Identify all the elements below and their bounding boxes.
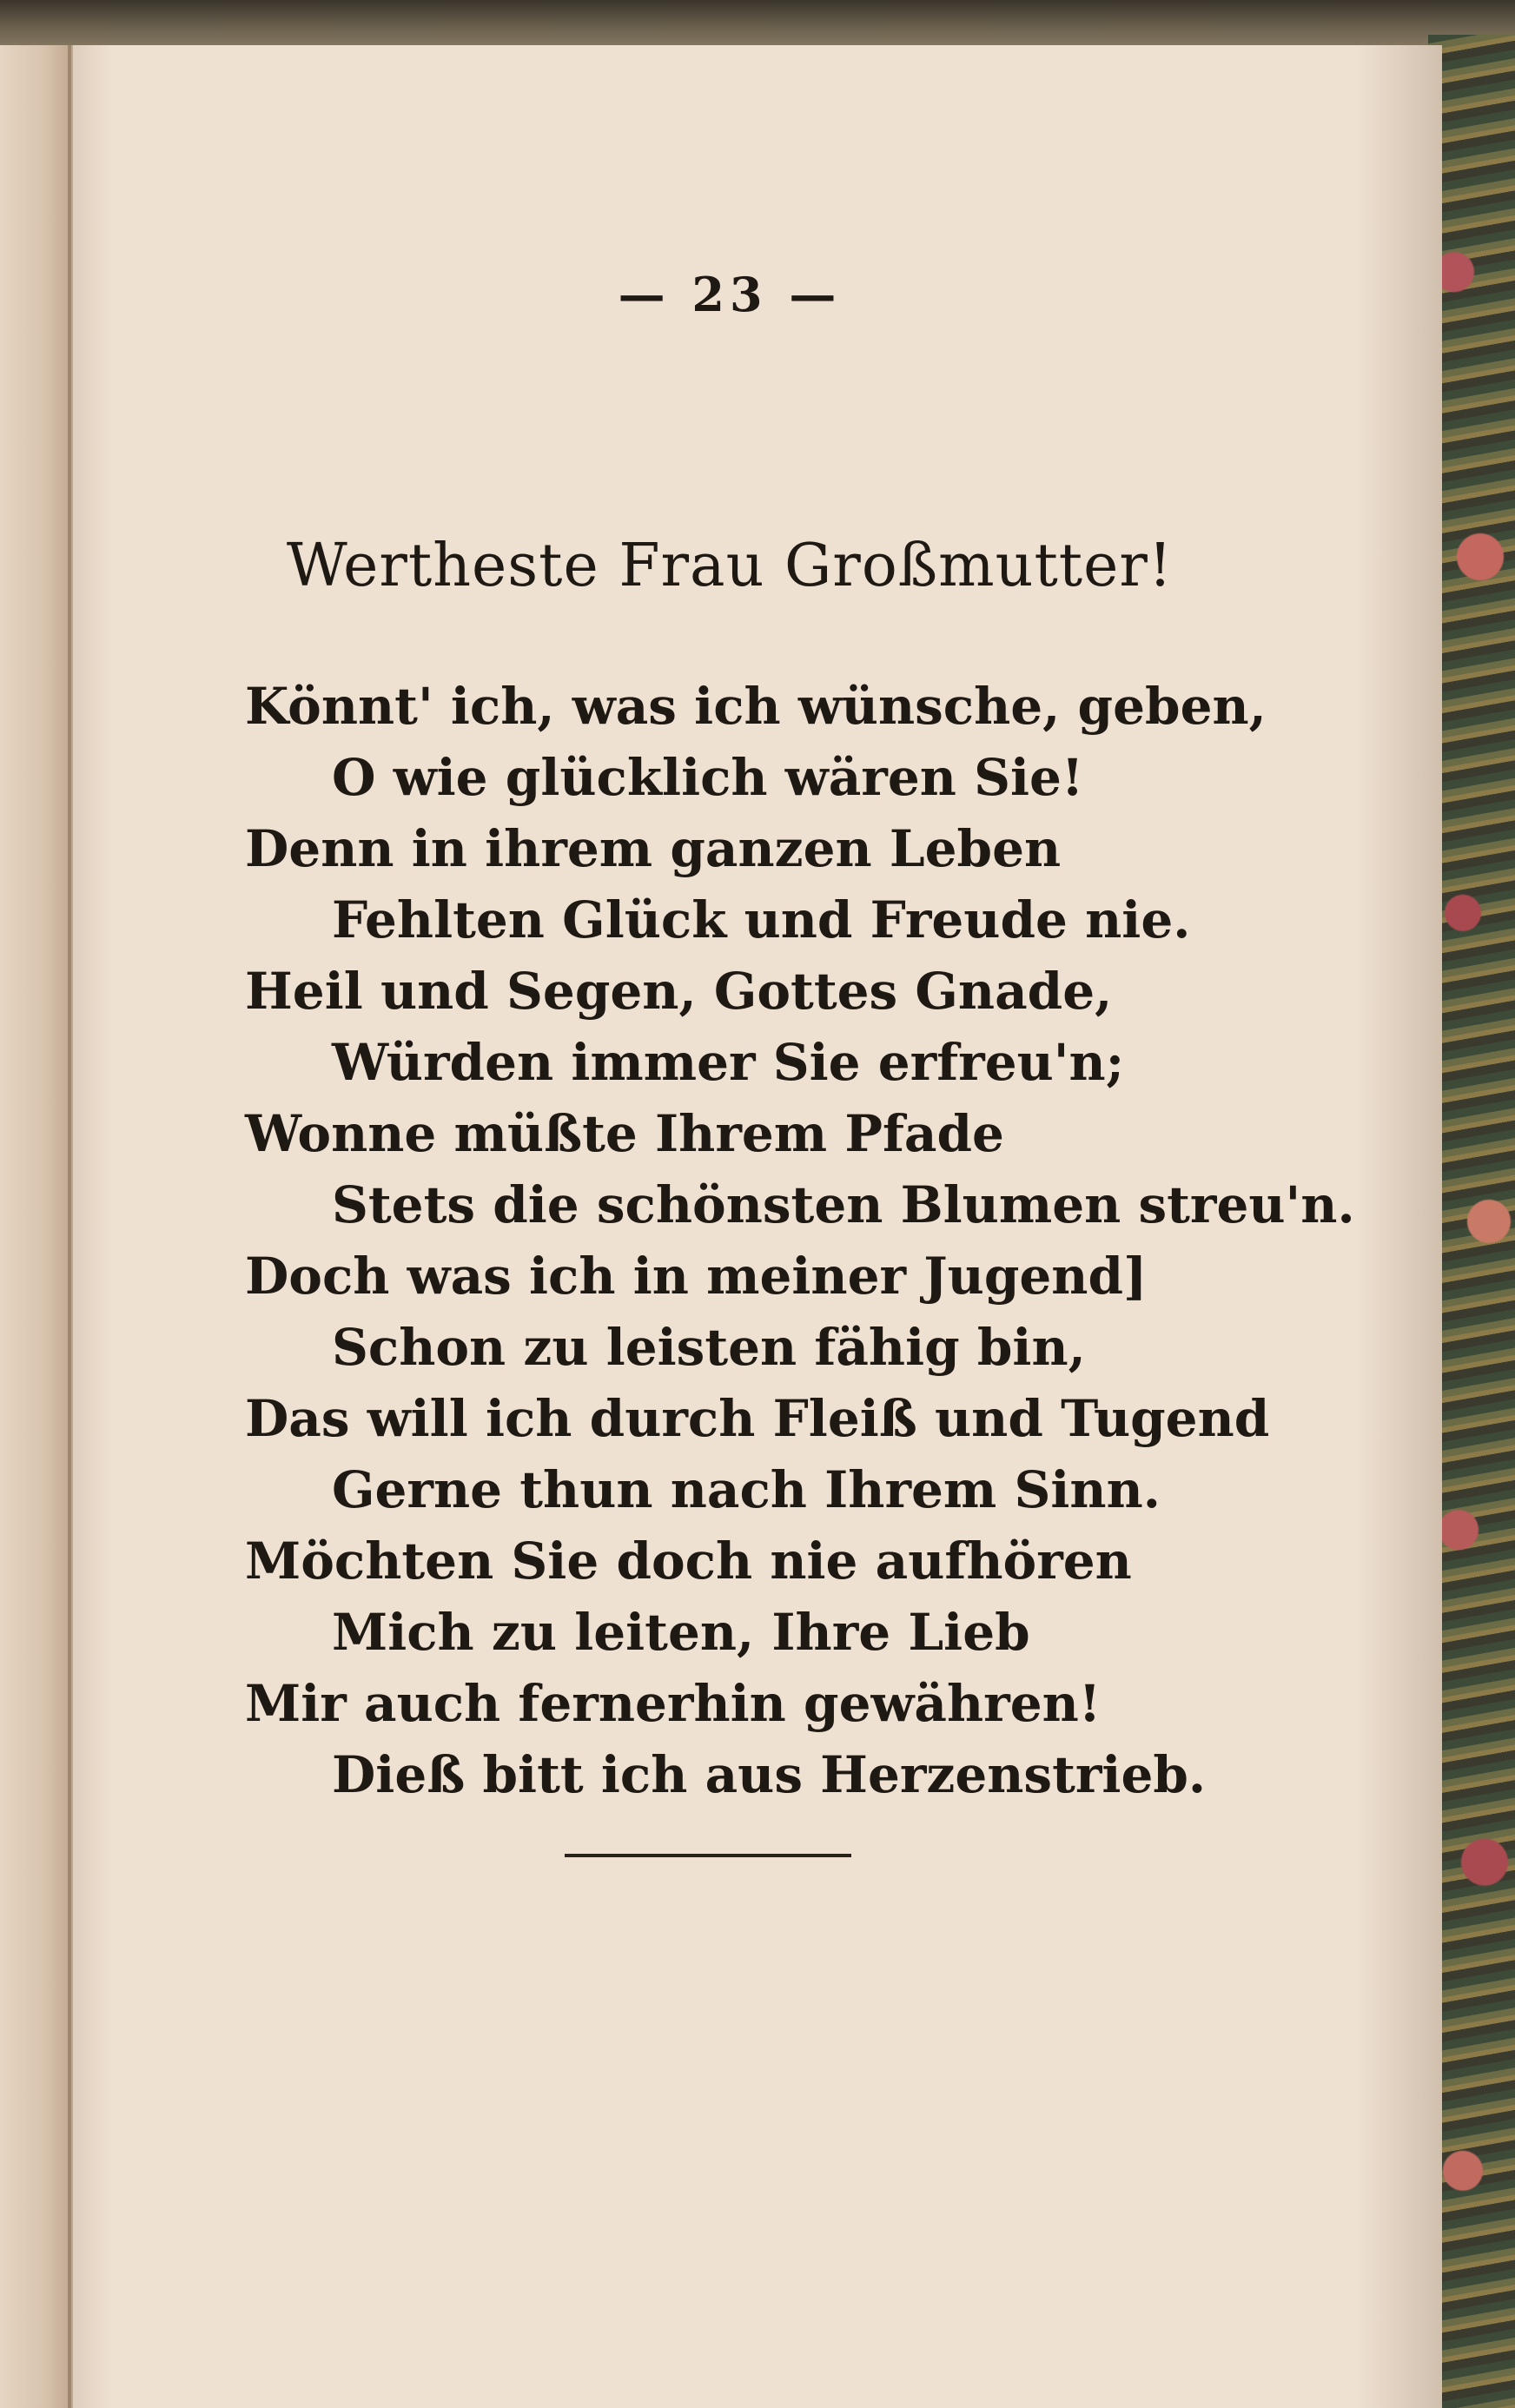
gutter-fold (68, 45, 71, 2408)
poem-line: Mir auch fernerhin gewähren! (245, 1674, 1102, 1733)
page-number: — 23 — (618, 267, 842, 322)
poem-line: Doch was ich in meiner Jugend] (245, 1247, 1148, 1306)
poem-line: Könnt' ich, was ich wünsche, geben, (245, 677, 1267, 736)
page-gutter (0, 45, 73, 2408)
poem-line: Fehlten Glück und Freude nie. (332, 890, 1191, 949)
poem-line: Schon zu leisten fähig bin, (332, 1318, 1086, 1377)
poem-body (245, 671, 1355, 1810)
poem-line: O wie glücklich wären Sie! (332, 748, 1084, 807)
poem-line: Dieß bitt ich aus Herzenstrieb. (332, 1745, 1207, 1804)
poem-line: Heil und Segen, Gottes Gnade, (245, 962, 1113, 1021)
end-rule-divider (565, 1854, 851, 1857)
poem-line: Wonne müßte Ihrem Pfade (245, 1104, 1004, 1163)
poem-line: Würden immer Sie erfreu'n; (332, 1033, 1125, 1092)
poem-line: Mich zu leiten, Ihre Lieb (332, 1603, 1030, 1662)
poem-line: Stets die schönsten Blumen streu'n. (332, 1175, 1355, 1234)
poem-line: Denn in ihrem ganzen Leben (245, 819, 1062, 878)
poem-line: Gerne thun nach Ihrem Sinn. (332, 1460, 1161, 1519)
poem-title: Wertheste Frau Großmutter! (286, 532, 1174, 600)
poem-line: Möchten Sie doch nie aufhören (245, 1531, 1132, 1591)
poem-line: Das will ich durch Fleiß und Tugend (245, 1389, 1270, 1448)
book-page (17, 45, 1442, 2408)
